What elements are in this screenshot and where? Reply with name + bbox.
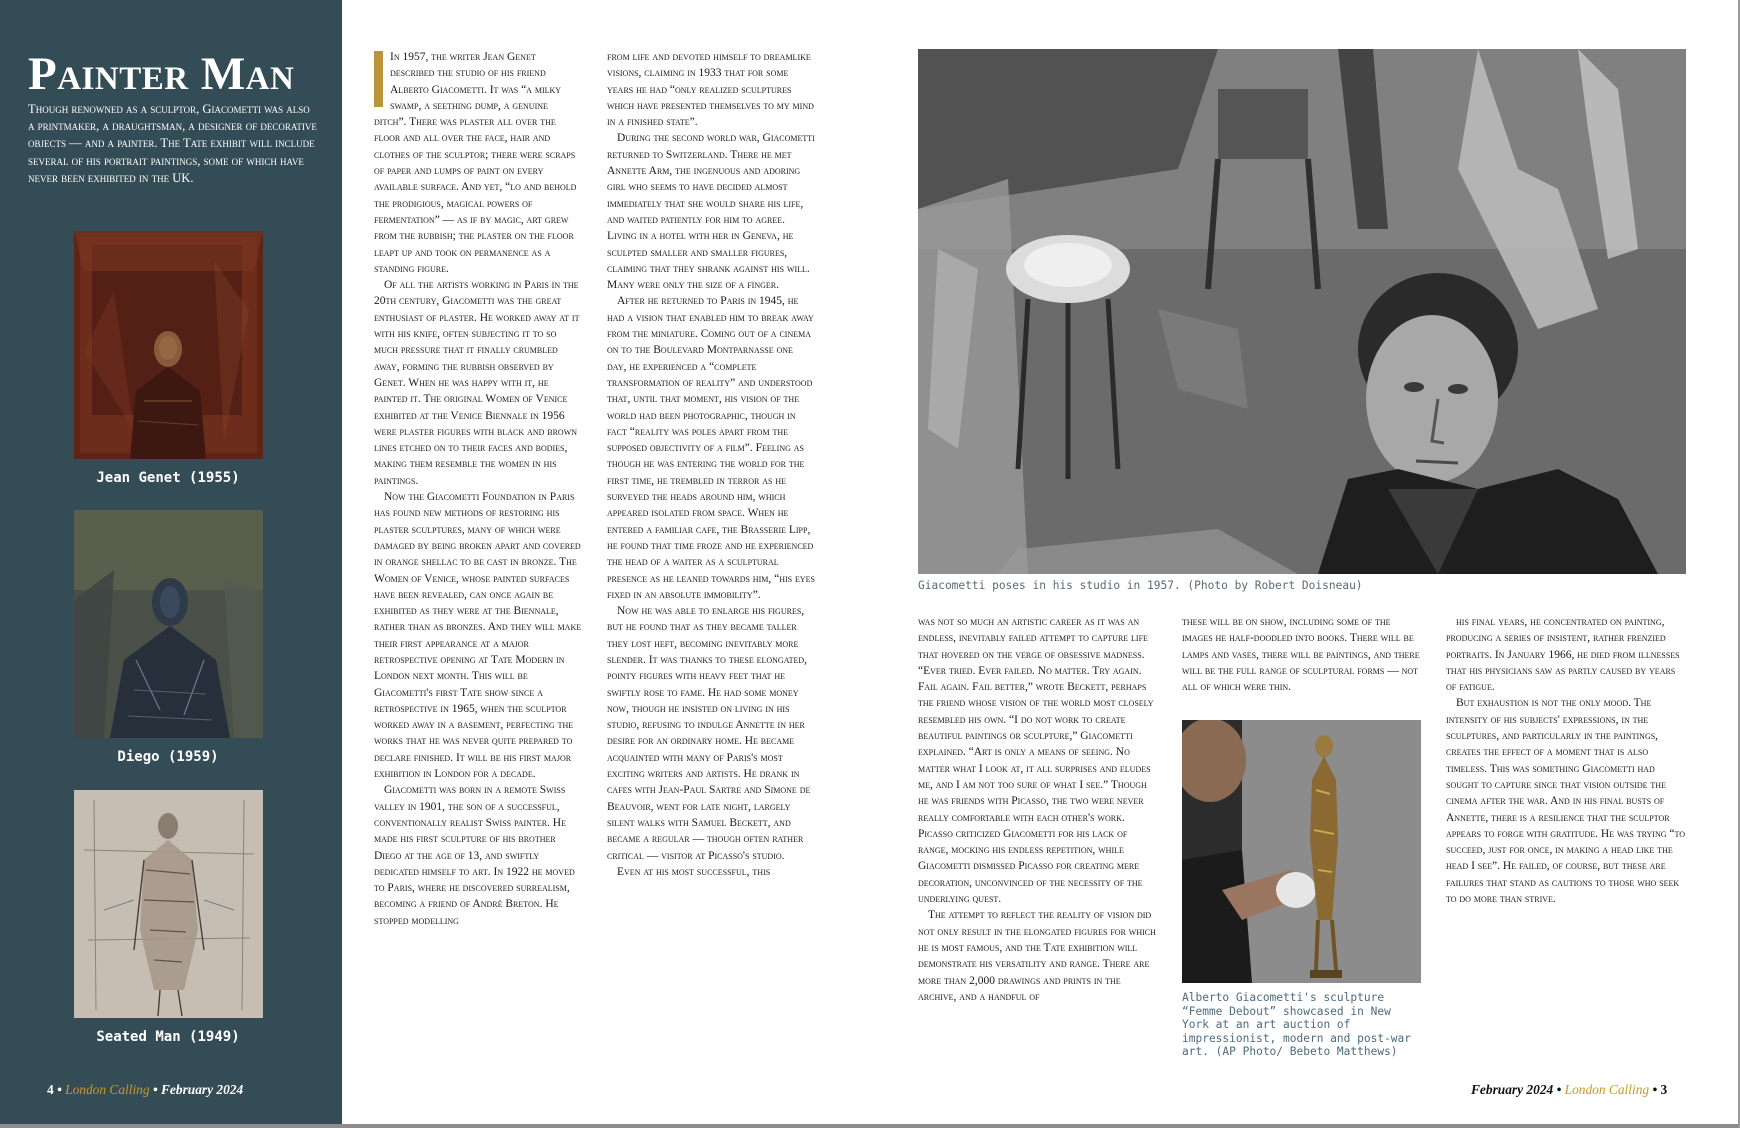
article-paragraph: was not so much an artistic career as it was an endless, inevitably failed attempt to capture life that hovered on the verge of obsessive madness. “Ever tried. Ever failed. No matter. Try again. Fail again. Fail better,” wrote Beckett, perhaps the friend whose vision of the world most closely resembled his own. “I do not work to create beautiful paintings or sculpture,” Giacometti explained. “Art is only a means of seeing. No matter what I look at, it all surprises and eludes me, and I am not too sure of what I see.” Though he was friends with Picasso, the two were never really comfortable with each other's work. Picasso criticized Giacometti for his lack of range, mocking his endless repetition, while Giacometti dismissed Picasso for creating mere decoration, unconvinced of the necessity of the underlying quest. xyxy=(918,616,1154,906)
article-column-3 xyxy=(918,614,1156,1005)
photo-caption-main: Giacometti poses in his studio in 1957. (Photo by Robert Doisneau) xyxy=(918,579,1363,592)
drop-cap-bar xyxy=(374,51,383,107)
article-column-2 xyxy=(607,49,815,880)
article-column-5 xyxy=(1446,614,1686,907)
footer-separator: • xyxy=(1556,1082,1562,1097)
issue-date: February 2024 xyxy=(1471,1082,1554,1097)
painting-seated-man xyxy=(74,790,263,1018)
painting-diego xyxy=(74,510,263,738)
article-paragraph: from life and devoted himself to dreamlike visions, claiming in 1933 that for some years he had “only realized sculptures which have presented themselves to my mind in a finished state”. xyxy=(607,51,814,129)
footer-right xyxy=(1471,1082,1667,1098)
article-paragraph: But exhaustion is not the only mood. The intensity of his subjects' expressions, in the sculptures, and particularly in the paintings, creates the effect of a moment that is also timeless. This was something Giacometti had sought to capture since that vision outside the cinema after the war. And in his final busts of Annette, there is a resilience that the sculptor appears to forge with gratitude. He was trying “to succeed, just for once, in making a head like the head I see”. He failed, of course, but these are failures that stand as cautions to those who seek to do more than strive. xyxy=(1446,697,1685,906)
article-paragraph: his final years, he concentrated on painting, producing a series of insistent, rather frenzied portraits. In January 1966, he died from illnesses that his physicians saw as partly caused by years of fatigue. xyxy=(1446,616,1680,694)
article-paragraph: Even at his most successful, this xyxy=(617,865,771,878)
article-paragraph: Now the Giacometti Foundation in Paris has found new methods of restoring his plaster sculptures, many of which were damaged by being broken apart and covered in orange shellac to be cast in bronze. The Women of Venice, whose painted surfaces have been revealed, can once again be exhibited as they were at the Biennale, rather than as bronzes. And they will make their first appearance at a major retrospective opening at Tate Modern in London next month. This will be Giacometti's first Tate show since a retrospective in 1965, when the sculptor worked away in a basement, perfecting the works that he was never quite prepared to declare finished. It will be his first major exhibition in London for a decade. xyxy=(374,491,582,781)
painting-jean-genet xyxy=(74,231,263,459)
photo-caption-small: Alberto Giacometti's sculpture “Femme Debout” showcased in New York at an art auction of impressionist, modern and post-war art. (AP Photo/ Bebeto Matthews) xyxy=(1182,991,1412,1059)
article-paragraph: In 1957, the writer Jean Genet described the studio of his friend Alberto Giacometti. It was “a milky swamp, a seething dump, a genuine ditch”. There was plaster all over the floor and all over the face, hair and clothes of the sculptor; there were scraps of paper and lumps of paint on every available surface. And yet, “lo and behold the prodigious, magical powers of fermentation” — as if by magic, art grew from the rubbish; the plaster on the floor leapt up and took on permanence as a standing figure. xyxy=(374,51,577,275)
photo-giacometti-studio xyxy=(918,49,1686,574)
issue-date: February 2024 xyxy=(161,1082,244,1097)
article-paragraph: The attempt to reflect the reality of vision did not only result in the elongated figures for which he is most famous, and the Tate exhibition will demonstrate his versatility and range. There are more than 2,000 drawings and prints in the archive, and a handful of xyxy=(918,909,1156,1003)
article-paragraph: Giacometti was born in a remote Swiss valley in 1901, the son of a successful, conventionally realist Swiss painter. He made his first sculpture of his brother Diego at the age of 13, and swiftly dedicated himself to art. In 1922 he moved to Paris, where he discovered surrealism, becoming a friend of André Breton. He stopped modelling xyxy=(374,784,575,927)
article-paragraph: During the second world war, Giacometti returned to Switzerland. There he met Annette Arm, the ingenuous and adoring girl who seems to have decided almost immediately that she would share his life, and waited patiently for him to agree. Living in a hotel with her in Geneva, he sculpted smaller and smaller figures, claiming that they shrank against his will. Many were only the size of a finger. xyxy=(607,132,815,292)
intro-text: Though renowned as a sculptor, Giacometti was also a printmaker, a draughtsman, a designer of decorative objects — and a painter. The Tate exhibit will include several of his portrait paintings, some of which have never been exhibited in the UK. xyxy=(28,102,317,185)
publication-name: London Calling xyxy=(65,1082,150,1097)
footer-separator: • xyxy=(152,1082,158,1097)
page-number: 3 xyxy=(1660,1082,1668,1097)
article-column-1 xyxy=(374,49,582,929)
publication-name: London Calling xyxy=(1564,1082,1650,1097)
page-number: 4 xyxy=(47,1082,54,1097)
footer-separator: • xyxy=(1652,1082,1658,1097)
sidebar xyxy=(0,0,342,1124)
painting-caption-seated-man: Seated Man (1949) xyxy=(96,1029,240,1045)
footer-separator: • xyxy=(57,1082,62,1097)
footer-left xyxy=(47,1082,243,1098)
painting-caption-jean-genet: Jean Genet (1955) xyxy=(96,470,240,486)
painting-caption-diego: Diego (1959) xyxy=(117,749,219,765)
article-paragraph: these will be on show, including some of the images he half-doodled into books. There will be lamps and vases, there will be paintings, and there will be the full range of sculptural forms — not all of which were thin. xyxy=(1182,616,1420,694)
article-column-4 xyxy=(1182,614,1424,695)
page-title: Painter Man xyxy=(28,48,295,100)
article-paragraph: Of all the artists working in Paris in the 20th century, Giacometti was the great enthusiast of plaster. He worked away at it with his knife, often subjecting it to so much pressure that it finally crumbled away, forming the rubbish observed by Genet. When he was happy with it, he painted it. The original Women of Venice exhibited at the Venice Biennale in 1956 were plaster figures with black and brown lines etched on to their faces and bodies, making them resemble the women in his paintings. xyxy=(374,279,580,487)
article-paragraph: After he returned to Paris in 1945, he had a vision that enabled him to break away from the miniature. Coming out of a cinema on to the Boulevard Montparnasse one day, he experienced a “complete transformation of reality” and understood that, until that moment, his vision of the world had been photographic, though in fact “reality was poles apart from the supposed objectivity of a film”. Feeling as though he was entering the world for the first time, he trembled in terror as he surveyed the heads around him, which appeared isolated from space. When he entered a familiar cafe, the Brasserie Lipp, he found that time froze and he experienced the head of a waiter as a sculptural presence as he leaned towards him, “his eyes fixed in an absolute immobility”. xyxy=(607,295,815,601)
photo-femme-debout xyxy=(1182,720,1421,983)
article-paragraph: Now he was able to enlarge his figures, but he found that as they became taller they lost heft, becoming inevitably more slender. It was thanks to these elongated, pointy figures with heavy feet that he swiftly rose to fame. He had some money now, though he insisted on living in his studio, refusing to indulge Annette in her desire for an ordinary home. He became acquainted with many of Paris's most exciting writers and artists. He drank in cafes with Jean-Paul Sartre and Simone de Beauvoir, went for late night, largely silent walks with Samuel Beckett, and became a regular — though often rather critical — visitor at Picasso's studio. xyxy=(607,605,811,862)
